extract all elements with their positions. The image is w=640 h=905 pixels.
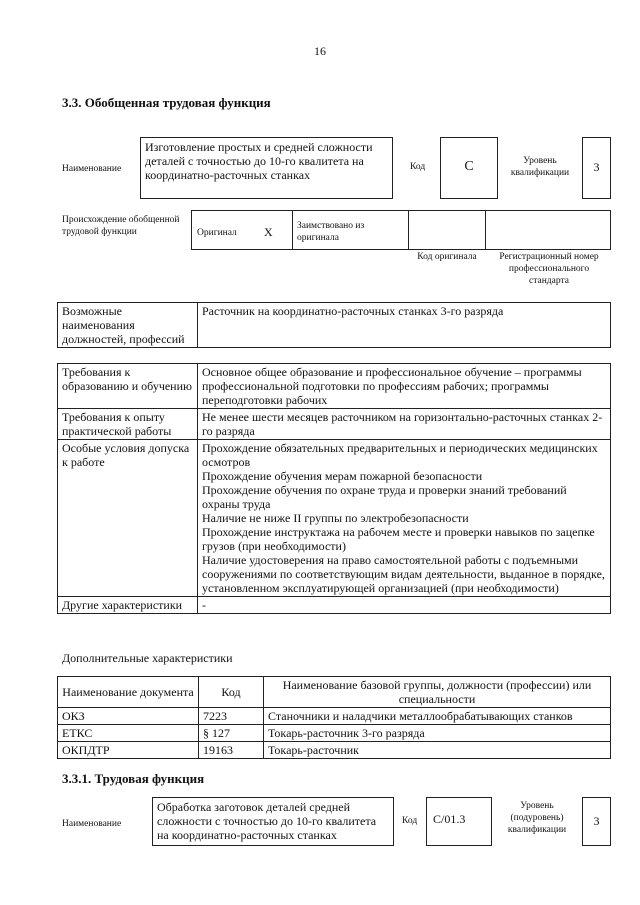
req-line: Прохождение обязательных предварительных и периодических медицинских осмотров	[202, 441, 598, 469]
reg-number-label: Регистрационный номер профессионального стандарта	[499, 252, 599, 286]
req-row-conditions	[58, 440, 611, 597]
code-label: Код	[410, 162, 426, 172]
header-name: Наименование базовой группы, должности (профессии) или специальности	[264, 677, 611, 708]
sub-level-value: 3	[593, 814, 600, 828]
additional-title: Дополнительные характеристики	[62, 651, 233, 665]
req-value-list	[198, 440, 611, 597]
positions-label: Возможные наименования должностей, профессий	[58, 303, 198, 348]
origin-divider-1	[292, 210, 293, 250]
req-line: Наличие не ниже II группы по электробезопасности	[202, 511, 469, 525]
code-value: C	[464, 159, 474, 174]
table-row	[58, 742, 611, 759]
sub-level-box	[582, 797, 611, 846]
sub-name-label: Наименование	[62, 819, 122, 829]
row-name: Станочники и наладчики металлообрабатывающих станков	[264, 708, 611, 725]
section-title: 3.3. Обобщенная трудовая функция	[62, 95, 271, 110]
row-doc: ОКПДТР	[58, 742, 199, 759]
row-code: 7223	[199, 708, 264, 725]
name-label: Наименование	[62, 164, 122, 174]
origin-divider-2	[408, 210, 409, 250]
row-doc: ЕТКС	[58, 725, 199, 742]
req-label: Другие характеристики	[58, 597, 198, 614]
additional-table	[57, 676, 611, 759]
req-line: Прохождение обучения по охране труда и проверки знаний требований охраны труда	[202, 483, 567, 511]
row-name: Токарь-расточник 3-го разряда	[264, 725, 611, 742]
req-label: Требования к опыту практической работы	[58, 409, 198, 440]
sub-level-label: Уровень (подуровень) квалификации	[507, 801, 567, 835]
additional-header-row	[58, 677, 611, 708]
row-name: Токарь-расточник	[264, 742, 611, 759]
sub-name-value: Обработка заготовок деталей средней сложности с точностью до 10-го квалитета на координатно-расточных станках	[152, 797, 394, 846]
req-label: Требования к образованию и обучению	[58, 364, 198, 409]
original-label: Оригинал	[197, 228, 237, 238]
requirements-table	[57, 363, 611, 614]
header-doc: Наименование документа	[58, 677, 199, 708]
req-line: Прохождение обучения мерам пожарной безопасности	[202, 469, 483, 483]
req-value: Не менее шести месяцев расточником на горизонтально-расточных станках 2-го разряда	[198, 409, 611, 440]
table-row	[58, 708, 611, 725]
origin-divider-3	[485, 210, 486, 250]
req-row-other	[58, 597, 611, 614]
level-box	[582, 137, 611, 199]
level-value: 3	[593, 160, 600, 174]
row-doc: ОКЗ	[58, 708, 199, 725]
sub-code-label: Код	[402, 816, 418, 826]
table-row	[58, 725, 611, 742]
req-line: Прохождение инструктажа на рабочем месте и проверки навыков по зацепке грузов (при необходимости)	[202, 525, 595, 553]
code-box	[440, 137, 498, 199]
req-line: Наличие удостоверения на право самостоятельной работы с подъемными сооружениями по соответствующим видам деятельности, выданное в порядке, установленном эксплуатирующей организацией (при необходимости)	[202, 553, 605, 595]
origin-label: Происхождение обобщенной трудовой функции	[62, 215, 180, 237]
sub-code-box	[426, 797, 492, 846]
positions-table	[57, 302, 611, 348]
req-value: Основное общее образование и профессиональное обучение – программы профессиональной подготовки по профессиям рабочих; программы переподготовки рабочих	[198, 364, 611, 409]
original-mark: X	[264, 225, 273, 239]
req-row-education	[58, 364, 611, 409]
req-row-experience	[58, 409, 611, 440]
positions-value: Расточник на координатно-расточных станках 3-го разряда	[198, 303, 611, 348]
sub-code-value: C/01.3	[433, 812, 466, 826]
name-value: Изготовление простых и средней сложности деталей с точностью до 10-го квалитета на координатно-расточных станках	[140, 137, 393, 199]
page-number: 16	[314, 44, 326, 58]
row-code: 19163	[199, 742, 264, 759]
code-original-label: Код оригинала	[417, 252, 477, 262]
header-code: Код	[199, 677, 264, 708]
subsection-title: 3.3.1. Трудовая функция	[62, 771, 205, 786]
row-code: § 127	[199, 725, 264, 742]
req-value: -	[198, 597, 611, 614]
borrowed-label: Заимствовано из оригинала	[297, 221, 365, 243]
req-label: Особые условия допуска к работе	[58, 440, 198, 597]
level-label: Уровень квалификации	[510, 156, 570, 178]
